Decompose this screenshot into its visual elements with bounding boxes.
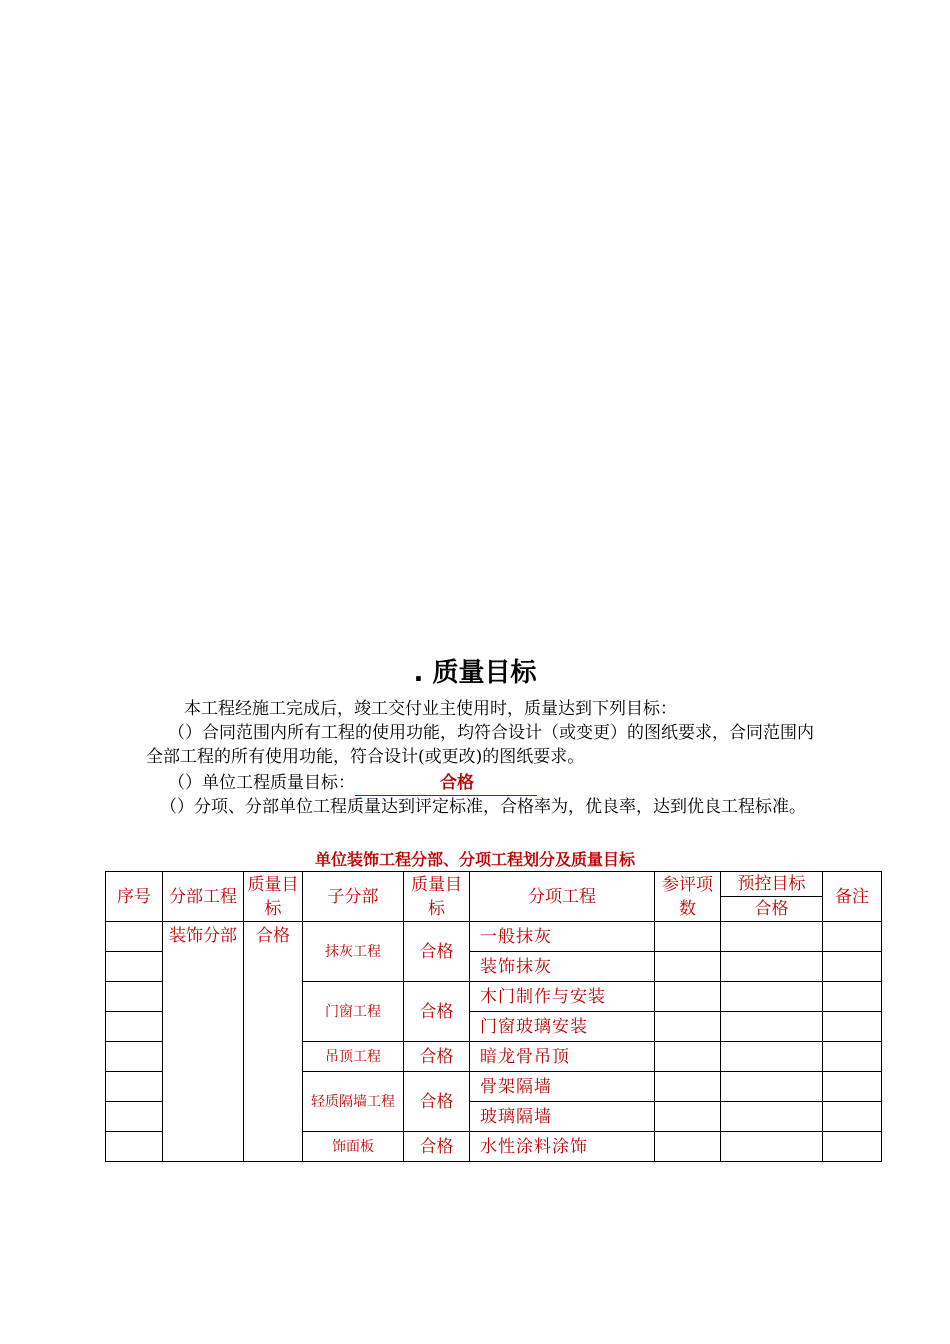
section-heading: . 质量目标: [413, 658, 537, 688]
header-remark: 备注: [823, 872, 882, 922]
subitem-cell: 玻璃隔墙: [470, 1102, 655, 1132]
preset-cell: [721, 922, 823, 952]
header-subitem: 分项工程: [470, 872, 655, 922]
seq-cell: [106, 922, 163, 952]
subdivision-cell: 抹灰工程: [303, 922, 404, 982]
subdivision-quality-cell: 合格: [404, 1042, 470, 1072]
preset-cell: [721, 982, 823, 1012]
count-cell: [655, 1042, 721, 1072]
subdivision-quality-cell: 合格: [404, 1072, 470, 1132]
preset-cell: [721, 1012, 823, 1042]
remark-cell: [823, 1132, 882, 1162]
header-quality-1: 质量目标: [244, 872, 303, 922]
remark-cell: [823, 952, 882, 982]
header-seq: 序号: [106, 872, 163, 922]
division-quality-cell: 合格: [244, 922, 303, 1162]
count-cell: [655, 1072, 721, 1102]
header-subdivision: 子分部: [303, 872, 404, 922]
remark-cell: [823, 982, 882, 1012]
goal-item-2: [146, 771, 816, 796]
preset-cell: [721, 1102, 823, 1132]
preset-cell: [721, 952, 823, 982]
subdivision-cell: 吊顶工程: [303, 1042, 404, 1072]
goal-item-3: （）分项、分部单位工程质量达到评定标准，合格率为，优良率，达到优良工程标准。: [160, 797, 806, 817]
subitem-cell: 暗龙骨吊顶: [470, 1042, 655, 1072]
header-preset-value: 合格: [721, 897, 823, 922]
division-cell: 装饰分部: [163, 922, 244, 1162]
seq-cell: [106, 1132, 163, 1162]
header-division: 分部工程: [163, 872, 244, 922]
remark-cell: [823, 1102, 882, 1132]
count-cell: [655, 982, 721, 1012]
seq-cell: [106, 1072, 163, 1102]
goal-item-1: （）合同范围内所有工程的使用功能，均符合设计（或变更）的图纸要求，合同范围内全部工程的所有使用功能，符合设计(或更改)的图纸要求。: [146, 723, 814, 767]
subitem-cell: 水性涂料涂饰: [470, 1132, 655, 1162]
preset-cell: [721, 1042, 823, 1072]
header-preset: 预控目标: [721, 872, 823, 897]
count-cell: [655, 952, 721, 982]
header-count: 参评项数: [655, 872, 721, 922]
subdivision-quality-cell: 合格: [404, 1132, 470, 1162]
count-cell: [655, 1012, 721, 1042]
preset-cell: [721, 1072, 823, 1102]
seq-cell: [106, 1042, 163, 1072]
remark-cell: [823, 1072, 882, 1102]
header-quality-2: 质量目标: [404, 872, 470, 922]
subdivision-cell: 轻质隔墙工程: [303, 1072, 404, 1132]
subitem-cell: 骨架隔墙: [470, 1072, 655, 1102]
remark-cell: [823, 1012, 882, 1042]
subitem-cell: 木门制作与安装: [470, 982, 655, 1012]
remark-cell: [823, 1042, 882, 1072]
subdivision-quality-cell: 合格: [404, 982, 470, 1042]
subdivision-quality-cell: 合格: [404, 922, 470, 982]
count-cell: [655, 1132, 721, 1162]
goal-item-2-label: （）单位工程质量目标：: [168, 773, 355, 793]
preset-cell: [721, 1132, 823, 1162]
remark-cell: [823, 922, 882, 952]
count-cell: [655, 922, 721, 952]
subitem-cell: 一般抹灰: [470, 922, 655, 952]
seq-cell: [106, 982, 163, 1012]
subitem-cell: 门窗玻璃安装: [470, 1012, 655, 1042]
subdivision-cell: 门窗工程: [303, 982, 404, 1042]
intro-paragraph: 本工程经施工完成后，竣工交付业主使用时，质量达到下列目标：: [184, 699, 677, 719]
subitem-cell: 装饰抹灰: [470, 952, 655, 982]
goal-item-2-value: 合格: [355, 771, 537, 796]
count-cell: [655, 1102, 721, 1132]
seq-cell: [106, 1102, 163, 1132]
seq-cell: [106, 952, 163, 982]
table-title: 单位装饰工程分部、分项工程划分及质量目标: [314, 850, 635, 869]
subdivision-cell: 饰面板: [303, 1132, 404, 1162]
seq-cell: [106, 1012, 163, 1042]
quality-table: [105, 871, 882, 1162]
